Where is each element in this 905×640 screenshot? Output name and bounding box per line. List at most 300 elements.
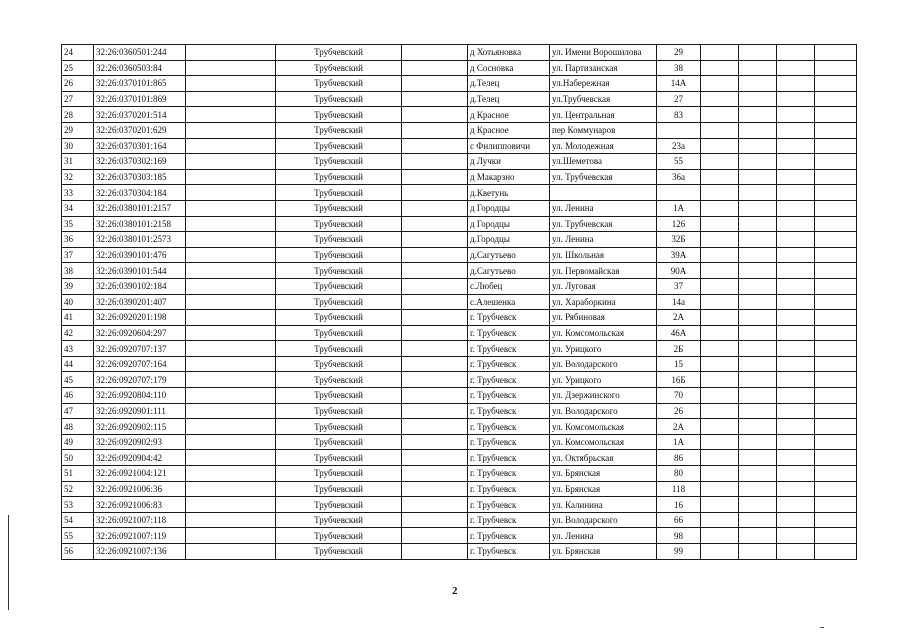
cadastral-number-cell: 32:26:0920902:115 [94,419,186,435]
table-row [62,466,857,482]
district-cell: Трубчевский [276,528,402,544]
district-cell: Трубчевский [276,216,402,232]
street-cell: ул. Луговая [550,278,657,294]
empty-cell [402,434,468,450]
empty-cell [186,247,276,263]
street-cell: ул. Октябрьская [550,450,657,466]
empty-cell [815,341,857,357]
empty-cell [739,341,777,357]
empty-cell [186,466,276,482]
cadastral-number-cell: 32:26:0920604:297 [94,325,186,341]
empty-cell [402,154,468,170]
locality-cell: г. Трубчевск [468,544,550,560]
locality-cell: д.Сагутьево [468,263,550,279]
street-cell: ул. Хараборкина [550,294,657,310]
cadastral-number-cell: 32:26:0370201:629 [94,122,186,138]
table-row [62,419,857,435]
street-cell: ул. Партизанская [550,60,657,76]
house-number-cell: 2А [657,310,701,326]
empty-cell [777,341,815,357]
empty-cell [402,512,468,528]
empty-cell [815,122,857,138]
table-row [62,278,857,294]
empty-cell [777,263,815,279]
district-cell: Трубчевский [276,91,402,107]
empty-cell [777,434,815,450]
cadastral-number-cell: 32:26:0920707:137 [94,341,186,357]
empty-cell [701,450,739,466]
empty-cell [402,325,468,341]
empty-cell [701,154,739,170]
locality-cell: д.Телец [468,91,550,107]
empty-cell [739,60,777,76]
empty-cell [186,512,276,528]
empty-cell [739,356,777,372]
empty-cell [701,294,739,310]
empty-cell [815,512,857,528]
empty-cell [701,512,739,528]
empty-cell [815,185,857,201]
empty-cell [815,45,857,61]
empty-cell [186,403,276,419]
table-row [62,294,857,310]
row-number-cell: 36 [62,232,94,248]
empty-cell [739,450,777,466]
locality-cell: г. Трубчевск [468,372,550,388]
district-cell: Трубчевский [276,419,402,435]
empty-cell [815,76,857,92]
locality-cell: г. Трубчевск [468,419,550,435]
house-number-cell: 70 [657,388,701,404]
table-row [62,263,857,279]
cadastral-number-cell: 32:26:0370301:164 [94,138,186,154]
empty-cell [701,247,739,263]
street-cell: ул. Брянская [550,466,657,482]
empty-cell [815,528,857,544]
house-number-cell: 1А [657,200,701,216]
empty-cell [739,185,777,201]
house-number-cell: 23а [657,138,701,154]
table-row [62,76,857,92]
empty-cell [402,544,468,560]
house-number-cell: 16 [657,497,701,513]
row-number-cell: 27 [62,91,94,107]
empty-cell [402,388,468,404]
street-cell: ул. Володарского [550,356,657,372]
empty-cell [186,216,276,232]
table-row [62,138,857,154]
empty-cell [815,216,857,232]
empty-cell [402,200,468,216]
district-cell: Трубчевский [276,450,402,466]
empty-cell [815,278,857,294]
street-cell: ул.Трубчевская [550,91,657,107]
cadastral-number-cell: 32:26:0921006:36 [94,481,186,497]
row-number-cell: 52 [62,481,94,497]
cadastral-number-cell: 32:26:0390101:544 [94,263,186,279]
locality-cell: г. Трубчевск [468,512,550,528]
empty-cell [777,200,815,216]
empty-cell [701,169,739,185]
cadastral-number-cell: 32:26:0370101:865 [94,76,186,92]
empty-cell [777,76,815,92]
row-number-cell: 49 [62,434,94,450]
street-cell: ул. Молодежная [550,138,657,154]
cadastral-number-cell: 32:26:0920707:164 [94,356,186,372]
table-row [62,450,857,466]
empty-cell [701,138,739,154]
empty-cell [701,60,739,76]
empty-cell [701,466,739,482]
house-number-cell: 99 [657,544,701,560]
district-cell: Трубчевский [276,356,402,372]
row-number-cell: 32 [62,169,94,185]
empty-cell [777,247,815,263]
empty-cell [739,512,777,528]
house-number-cell: 26 [657,403,701,419]
row-number-cell: 29 [62,122,94,138]
empty-cell [739,169,777,185]
empty-cell [815,232,857,248]
empty-cell [777,60,815,76]
empty-cell [815,481,857,497]
locality-cell: г. Трубчевск [468,466,550,482]
row-number-cell: 53 [62,497,94,513]
table-row [62,107,857,123]
street-cell: ул. Калинина [550,497,657,513]
empty-cell [402,278,468,294]
district-cell: Трубчевский [276,372,402,388]
row-number-cell: 51 [62,466,94,482]
empty-cell [186,372,276,388]
empty-cell [402,107,468,123]
table-row [62,60,857,76]
empty-cell [739,278,777,294]
empty-cell [777,512,815,528]
cadastral-number-cell: 32:26:0920707:179 [94,372,186,388]
empty-cell [777,310,815,326]
empty-cell [815,388,857,404]
empty-cell [186,185,276,201]
cadastral-number-cell: 32:26:0920901:111 [94,403,186,419]
empty-cell [701,278,739,294]
table-row [62,325,857,341]
empty-cell [777,232,815,248]
empty-cell [701,544,739,560]
empty-cell [777,294,815,310]
empty-cell [739,403,777,419]
house-number-cell: 15 [657,356,701,372]
street-cell: ул. Центральная [550,107,657,123]
street-cell: ул. Первомайская [550,263,657,279]
table-row [62,356,857,372]
empty-cell [815,294,857,310]
locality-cell: г. Трубчевск [468,341,550,357]
street-cell: ул. Рябиновая [550,310,657,326]
empty-cell [777,185,815,201]
cadastral-number-cell: 32:26:0921007:118 [94,512,186,528]
table-row [62,91,857,107]
empty-cell [815,403,857,419]
district-cell: Трубчевский [276,434,402,450]
empty-cell [777,169,815,185]
locality-cell: с.Любец [468,278,550,294]
empty-cell [402,91,468,107]
empty-cell [701,185,739,201]
locality-cell: г. Трубчевск [468,481,550,497]
empty-cell [777,278,815,294]
street-cell: ул. Трубчевская [550,169,657,185]
empty-cell [739,247,777,263]
house-number-cell: 126 [657,216,701,232]
table-row [62,200,857,216]
house-number-cell: 2А [657,419,701,435]
empty-cell [186,169,276,185]
empty-cell [815,60,857,76]
cadastral-number-cell: 32:26:0921004:121 [94,466,186,482]
row-number-cell: 42 [62,325,94,341]
house-number-cell: 2Б [657,341,701,357]
house-number-cell: 32Б [657,232,701,248]
empty-cell [777,356,815,372]
empty-cell [186,232,276,248]
empty-cell [701,91,739,107]
locality-cell: г. Трубчевск [468,528,550,544]
empty-cell [777,388,815,404]
empty-cell [777,481,815,497]
district-cell: Трубчевский [276,76,402,92]
empty-cell [701,372,739,388]
empty-cell [739,154,777,170]
district-cell: Трубчевский [276,466,402,482]
empty-cell [402,138,468,154]
empty-cell [701,76,739,92]
empty-cell [815,466,857,482]
cadastral-number-cell: 32:26:0370302:169 [94,154,186,170]
street-cell: пер Коммунаров [550,122,657,138]
street-cell: ул. Дзержинского [550,388,657,404]
empty-cell [739,107,777,123]
house-number-cell: 16Б [657,372,701,388]
table-row [62,232,857,248]
empty-cell [815,247,857,263]
house-number-cell: 37 [657,278,701,294]
empty-cell [186,122,276,138]
district-cell: Трубчевский [276,107,402,123]
empty-cell [777,450,815,466]
empty-cell [402,185,468,201]
empty-cell [402,45,468,61]
cadastral-number-cell: 32:26:0920902:93 [94,434,186,450]
locality-cell: д.Городцы [468,232,550,248]
empty-cell [739,388,777,404]
page-number: 2 [452,585,458,597]
row-number-cell: 26 [62,76,94,92]
row-number-cell: 41 [62,310,94,326]
district-cell: Трубчевский [276,154,402,170]
empty-cell [186,419,276,435]
district-cell: Трубчевский [276,497,402,513]
empty-cell [701,434,739,450]
empty-cell [402,372,468,388]
empty-cell [777,528,815,544]
empty-cell [402,76,468,92]
empty-cell [739,372,777,388]
cadastral-number-cell: 32:26:0921006:83 [94,497,186,513]
district-cell: Трубчевский [276,122,402,138]
cadastral-number-cell: 32:26:0360501:244 [94,45,186,61]
house-number-cell: 36а [657,169,701,185]
house-number-cell: 14а [657,294,701,310]
cadastral-number-cell: 32:26:0390101:476 [94,247,186,263]
district-cell: Трубчевский [276,388,402,404]
street-cell: ул. Урицкого [550,341,657,357]
empty-cell [739,45,777,61]
empty-cell [186,76,276,92]
empty-cell [815,372,857,388]
street-cell: ул. Ленина [550,528,657,544]
table-row [62,310,857,326]
registry-table [61,44,857,560]
district-cell: Трубчевский [276,310,402,326]
house-number-cell: 38 [657,60,701,76]
empty-cell [402,310,468,326]
house-number-cell [657,185,701,201]
district-cell: Трубчевский [276,45,402,61]
house-number-cell: 66 [657,512,701,528]
street-cell [550,185,657,201]
cadastral-number-cell: 32:26:0390102:184 [94,278,186,294]
empty-cell [815,138,857,154]
empty-cell [402,60,468,76]
street-cell: ул. Володарского [550,403,657,419]
empty-cell [815,310,857,326]
empty-cell [739,76,777,92]
locality-cell: д Городцы [468,200,550,216]
street-cell: ул. Ленина [550,200,657,216]
empty-cell [777,91,815,107]
empty-cell [777,216,815,232]
table-row [62,169,857,185]
empty-cell [701,122,739,138]
empty-cell [701,419,739,435]
row-number-cell: 56 [62,544,94,560]
house-number-cell [657,122,701,138]
empty-cell [815,169,857,185]
row-number-cell: 40 [62,294,94,310]
empty-cell [186,200,276,216]
empty-cell [186,325,276,341]
street-cell: ул. Комсомольская [550,434,657,450]
empty-cell [777,372,815,388]
empty-cell [402,341,468,357]
empty-cell [777,544,815,560]
locality-cell: д Лучки [468,154,550,170]
row-number-cell: 35 [62,216,94,232]
empty-cell [186,60,276,76]
district-cell: Трубчевский [276,60,402,76]
street-cell: ул.Шеметова [550,154,657,170]
empty-cell [186,356,276,372]
table-row [62,544,857,560]
district-cell: Трубчевский [276,232,402,248]
empty-cell [701,388,739,404]
house-number-cell: 118 [657,481,701,497]
locality-cell: с.Алешенка [468,294,550,310]
row-number-cell: 54 [62,512,94,528]
row-number-cell: 39 [62,278,94,294]
empty-cell [739,434,777,450]
empty-cell [186,497,276,513]
house-number-cell: 86 [657,450,701,466]
locality-cell: д Красное [468,107,550,123]
cadastral-number-cell: 32:26:0921007:136 [94,544,186,560]
empty-cell [402,216,468,232]
empty-cell [701,45,739,61]
empty-cell [701,216,739,232]
empty-cell [186,544,276,560]
cadastral-number-cell: 32:26:0380101:2573 [94,232,186,248]
empty-cell [186,263,276,279]
empty-cell [402,419,468,435]
table-row [62,512,857,528]
row-number-cell: 48 [62,419,94,435]
empty-cell [186,528,276,544]
locality-cell: с Филипповичи [468,138,550,154]
empty-cell [739,263,777,279]
empty-cell [701,263,739,279]
cadastral-number-cell: 32:26:0370201:514 [94,107,186,123]
row-number-cell: 24 [62,45,94,61]
row-number-cell: 45 [62,372,94,388]
cadastral-number-cell: 32:26:0380101:2157 [94,200,186,216]
locality-cell: д.Кветунь [468,185,550,201]
house-number-cell: 83 [657,107,701,123]
table-row [62,216,857,232]
empty-cell [739,122,777,138]
row-number-cell: 50 [62,450,94,466]
empty-cell [739,200,777,216]
street-cell: ул. Комсомольская [550,325,657,341]
table-row [62,372,857,388]
table-row [62,497,857,513]
street-cell: ул. Трубчевская [550,216,657,232]
row-number-cell: 44 [62,356,94,372]
table-row [62,341,857,357]
table-row [62,185,857,201]
empty-cell [402,481,468,497]
empty-cell [701,497,739,513]
row-number-cell: 33 [62,185,94,201]
empty-cell [186,310,276,326]
locality-cell: г. Трубчевск [468,325,550,341]
cadastral-number-cell: 32:26:0370303:185 [94,169,186,185]
empty-cell [701,341,739,357]
empty-cell [186,481,276,497]
district-cell: Трубчевский [276,247,402,263]
row-number-cell: 46 [62,388,94,404]
empty-cell [402,294,468,310]
empty-cell [402,403,468,419]
district-cell: Трубчевский [276,138,402,154]
street-cell: ул. Брянская [550,481,657,497]
cadastral-number-cell: 32:26:0360503:84 [94,60,186,76]
cadastral-number-cell: 32:26:0370304:184 [94,185,186,201]
district-cell: Трубчевский [276,294,402,310]
empty-cell [777,45,815,61]
empty-cell [815,419,857,435]
row-number-cell: 38 [62,263,94,279]
